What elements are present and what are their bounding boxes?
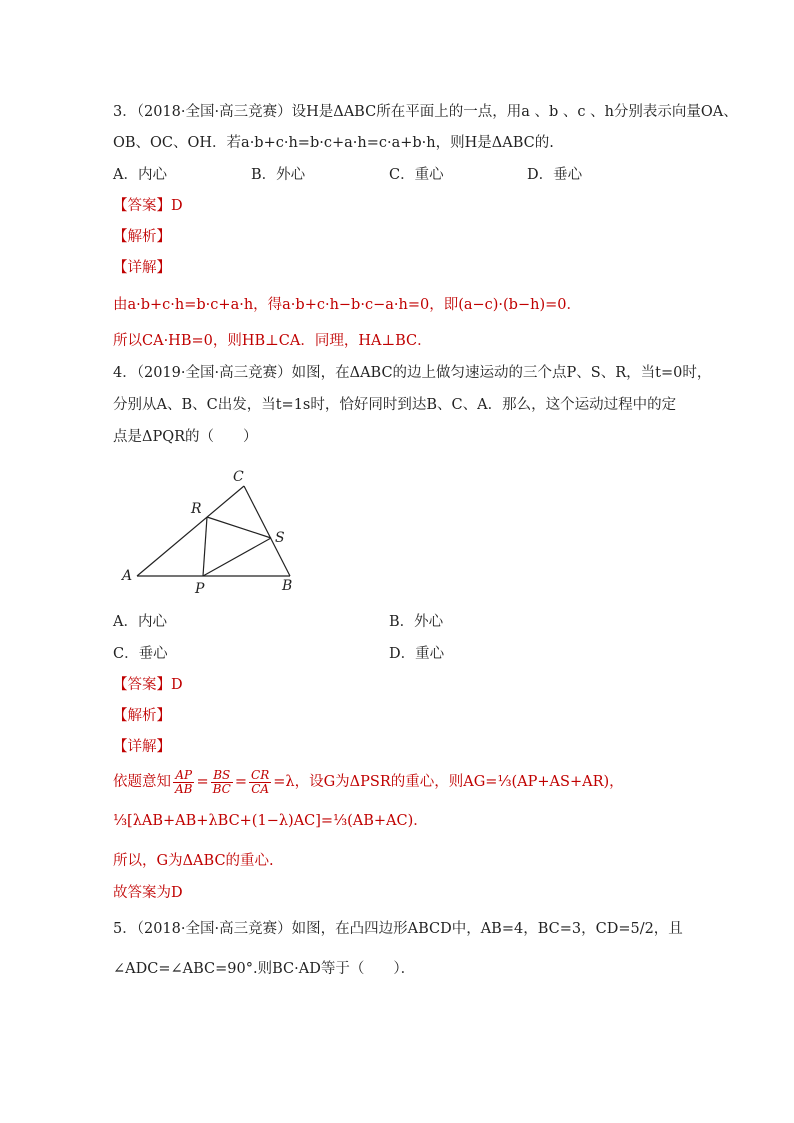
label-a: A	[122, 568, 133, 584]
q4-option-a: A．内心	[113, 614, 167, 630]
q3-stem-line1: 3．（2018·全国·高三竞赛）设H是ΔABC所在平面上的一点，用a 、b 、c 、h分别表示向量OA、	[113, 104, 738, 120]
q3-stem-line2: OB、OC、OH．若a·b+c·h=b·c+a·h=c·a+b·h，则H是ΔABC的.	[113, 135, 554, 151]
q3-option-c: C．重心	[389, 167, 444, 183]
q4-triangle-figure	[115, 462, 315, 600]
label-s: S	[275, 530, 285, 546]
ratio-ap-ab: $\frac{AP}{AB}$	[175, 767, 193, 796]
ratio-cr-ca: $\frac{CR}{CA}$	[251, 767, 270, 796]
segment-rp	[203, 517, 207, 576]
q4-option-d: D．重心	[389, 646, 445, 662]
q4-option-c: C．垂心	[113, 646, 168, 662]
label-b: B	[282, 578, 293, 594]
q4-stem-line2: 分别从A、B、C出发，当t=1s时，恰好同时到达B、C、A．那么，这个运动过程中的定	[113, 397, 677, 413]
q3-detail-line1: 由a·b+c·h=b·c+a·h，得a·b+c·h−b·c−a·h=0，即(a−c)·(b−h)=0．	[113, 297, 581, 313]
q4-detail-line4: 故答案为D	[113, 885, 183, 901]
q4-answer: 【答案】D	[113, 677, 183, 693]
q3-detail-label: 【详解】	[113, 260, 171, 276]
q4-detail-label: 【详解】	[113, 739, 171, 755]
label-r: R	[191, 501, 202, 517]
q3-option-d: D．垂心	[527, 167, 583, 183]
q4-detail-line1-suffix: =λ，设G为ΔPSR的重心，则AG=⅓(AP+AS+AR)，	[273, 774, 624, 790]
q5-stem-line1: 5．（2018·全国·高三竞赛）如图，在凸四边形ABCD中，AB=4，BC=3，CD=5/2，且	[113, 921, 683, 937]
q3-detail-line2: 所以CA·HB=0，则HB⊥CA．同理，HA⊥BC．	[113, 333, 432, 349]
q3-option-a: A．内心	[113, 167, 167, 183]
q4-detail-line2: ⅓[λAB+AB+λBC+(1−λ)AC]=⅓(AB+AC)．	[113, 813, 428, 829]
q4-option-b: B．外心	[389, 614, 444, 630]
label-c: C	[233, 469, 244, 485]
label-p: P	[195, 581, 205, 597]
q3-option-b: B．外心	[251, 167, 306, 183]
ratio-bs-bc: $\frac{BS}{BC}$	[212, 767, 231, 796]
q3-answer: 【答案】D	[113, 198, 183, 214]
q4-detail-line1: 依题意知 $\frac{AP}{AB}$ = $\frac{BS}{BC}$ = $\frac{CR}{CA}$ =λ，设G为ΔPSR的重心，则AG=⅓(AP+AS+AR)，	[113, 767, 624, 796]
q4-stem-line1: 4．（2019·全国·高三竞赛）如图，在ΔABC的边上做匀速运动的三个点P、S、R，当t=0时，	[113, 365, 712, 381]
q4-analysis-label: 【解析】	[113, 708, 171, 724]
q3-analysis-label: 【解析】	[113, 229, 171, 245]
q4-stem-line3: 点是ΔPQR的（ ）	[113, 429, 258, 445]
q4-detail-line1-prefix: 依题意知	[113, 774, 171, 790]
segment-ps	[203, 538, 271, 576]
q5-stem-line2: ∠ADC=∠ABC=90°.则BC·AD等于（ ）．	[113, 961, 416, 977]
q4-detail-line3: 所以，G为ΔABC的重心.	[113, 853, 274, 869]
